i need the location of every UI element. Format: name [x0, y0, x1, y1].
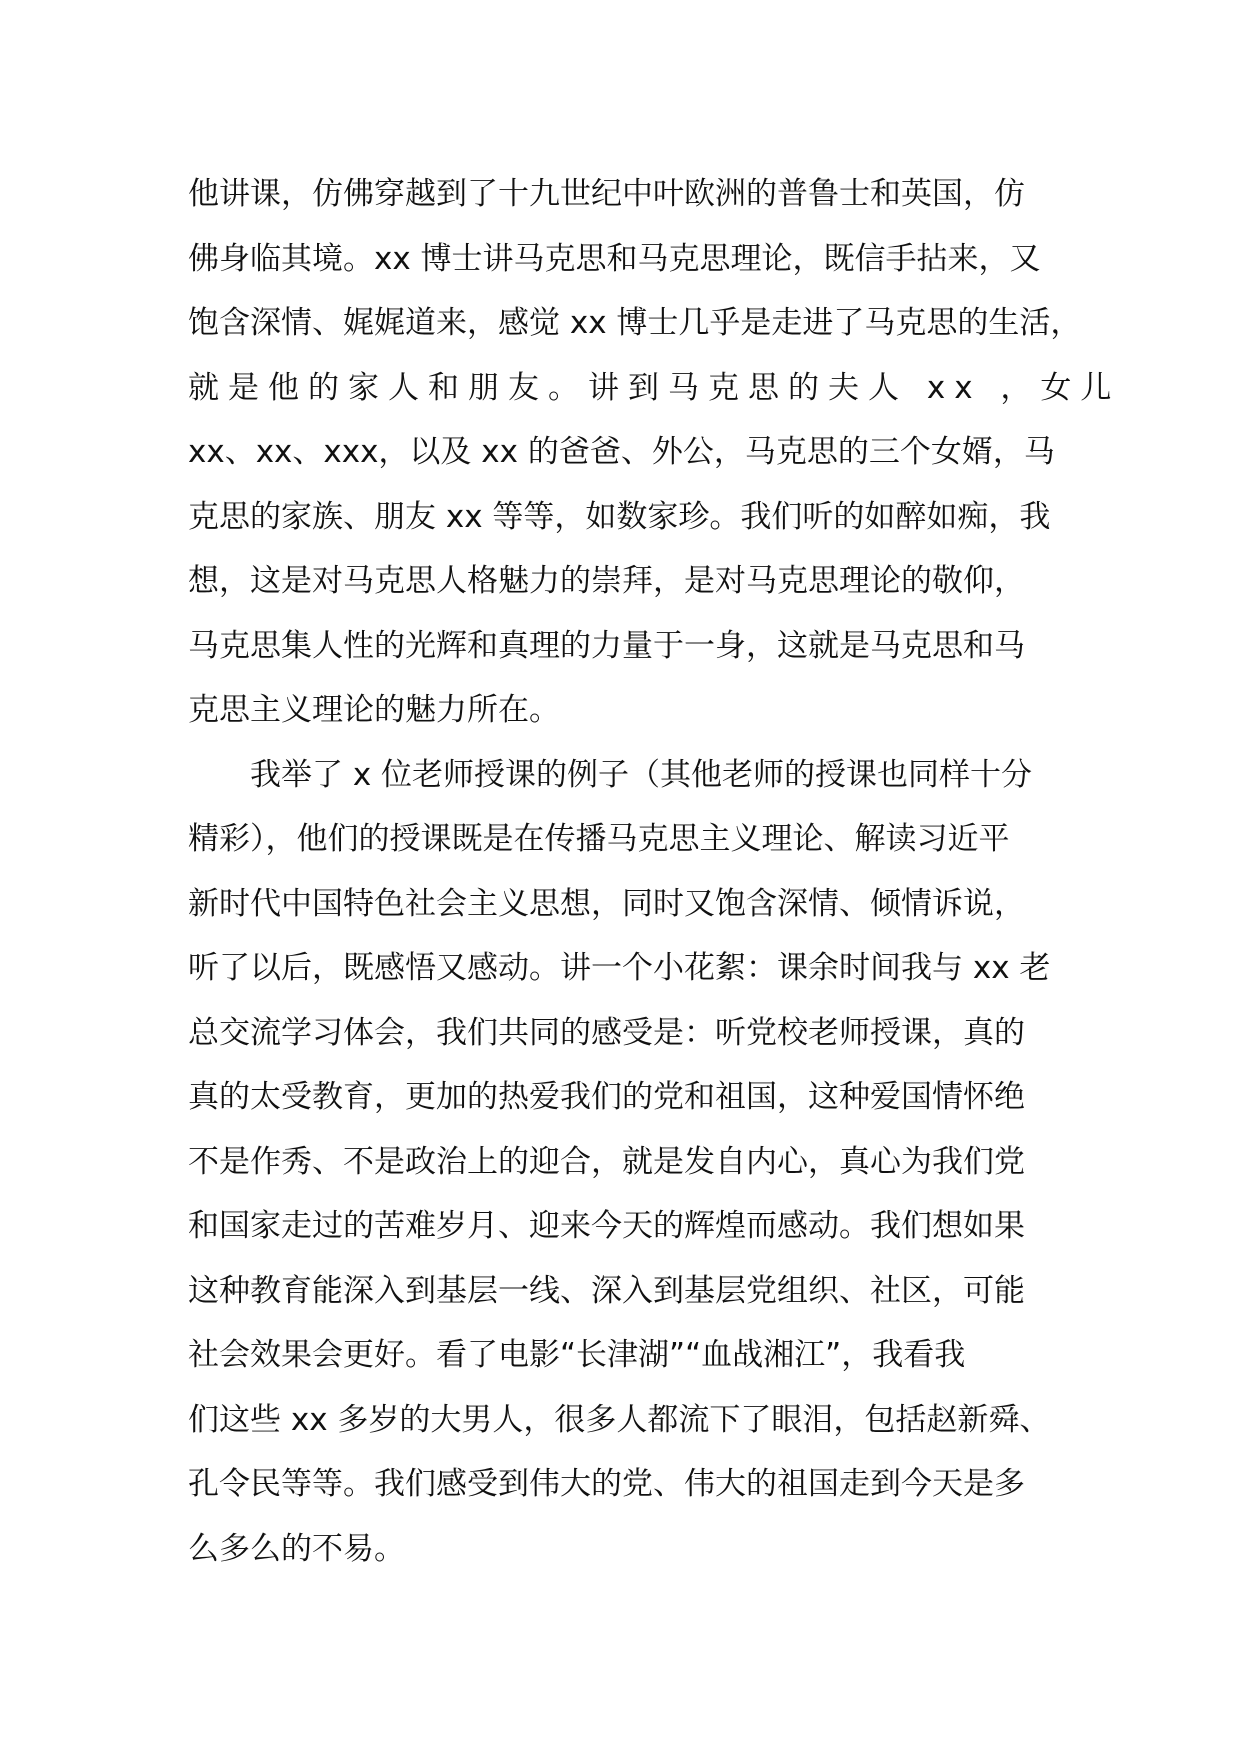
text-line: 就是他的家人和朋友。讲到马克思的夫人 xx ，女儿 — [188, 369, 1121, 406]
text-line: 不是作秀、不是政治上的迎合，就是发自内心，真心为我们党 — [188, 1143, 1025, 1180]
text-line: 和国家走过的苦难岁月、迎来今天的辉煌而感动。我们想如果 — [188, 1208, 1025, 1244]
text-line: 饱含深情、娓娓道来，感觉 xx 博士几乎是走进了马克思的生活， — [188, 305, 1082, 341]
text-line: 我举了 x 位老师授课的例子（其他老师的授课也同样十分 — [250, 756, 1033, 793]
text-line: 马克思集人性的光辉和真理的力量于一身，这就是马克思和马 — [188, 627, 1025, 664]
text-line: 他讲课，仿佛穿越到了十九世纪中叶欧洲的普鲁士和英国，仿 — [188, 176, 1025, 212]
text-line: 孔令民等等。我们感受到伟大的党、伟大的祖国走到今天是多 — [188, 1466, 1025, 1502]
text-line: 精彩），他们的授课既是在传播马克思主义理论、解读习近平 — [188, 821, 1010, 857]
text-line: 这种教育能深入到基层一线、深入到基层党组织、社区，可能 — [188, 1272, 1025, 1309]
text-line: 总交流学习体会，我们共同的感受是：听党校老师授课，真的 — [188, 1014, 1025, 1051]
text-line: xx、xx、xxx，以及 xx 的爸爸、外公，马克思的三个女婿，马 — [188, 434, 1055, 470]
text-line: 们这些 xx 多岁的大男人，很多人都流下了眼泪，包括赵新舜、 — [188, 1401, 1051, 1438]
text-line: 真的太受教育，更加的热爱我们的党和祖国，这种爱国情怀绝 — [188, 1079, 1025, 1115]
text-line: 克思的家族、朋友 xx 等等，如数家珍。我们听的如醉如痴，我 — [188, 498, 1051, 535]
text-line: 克思主义理论的魅力所在。 — [188, 692, 560, 728]
text-line: 佛身临其境。xx 博士讲马克思和马克思理论，既信手拈来，又 — [188, 240, 1041, 277]
text-line: 听了以后，既感悟又感动。讲一个小花絮：课余时间我与 xx 老 — [188, 950, 1051, 986]
text-line: 么多么的不易。 — [188, 1530, 405, 1567]
body-text — [188, 162, 1121, 1581]
text-line: 新时代中国特色社会主义思想，同时又饱含深情、倾情诉说， — [188, 885, 1025, 922]
text-line: 想，这是对马克思人格魅力的崇拜，是对马克思理论的敬仰， — [188, 563, 1025, 599]
text-line: 社会效果会更好。看了电影“长津湖”“血战湘江”，我看我 — [188, 1337, 966, 1373]
